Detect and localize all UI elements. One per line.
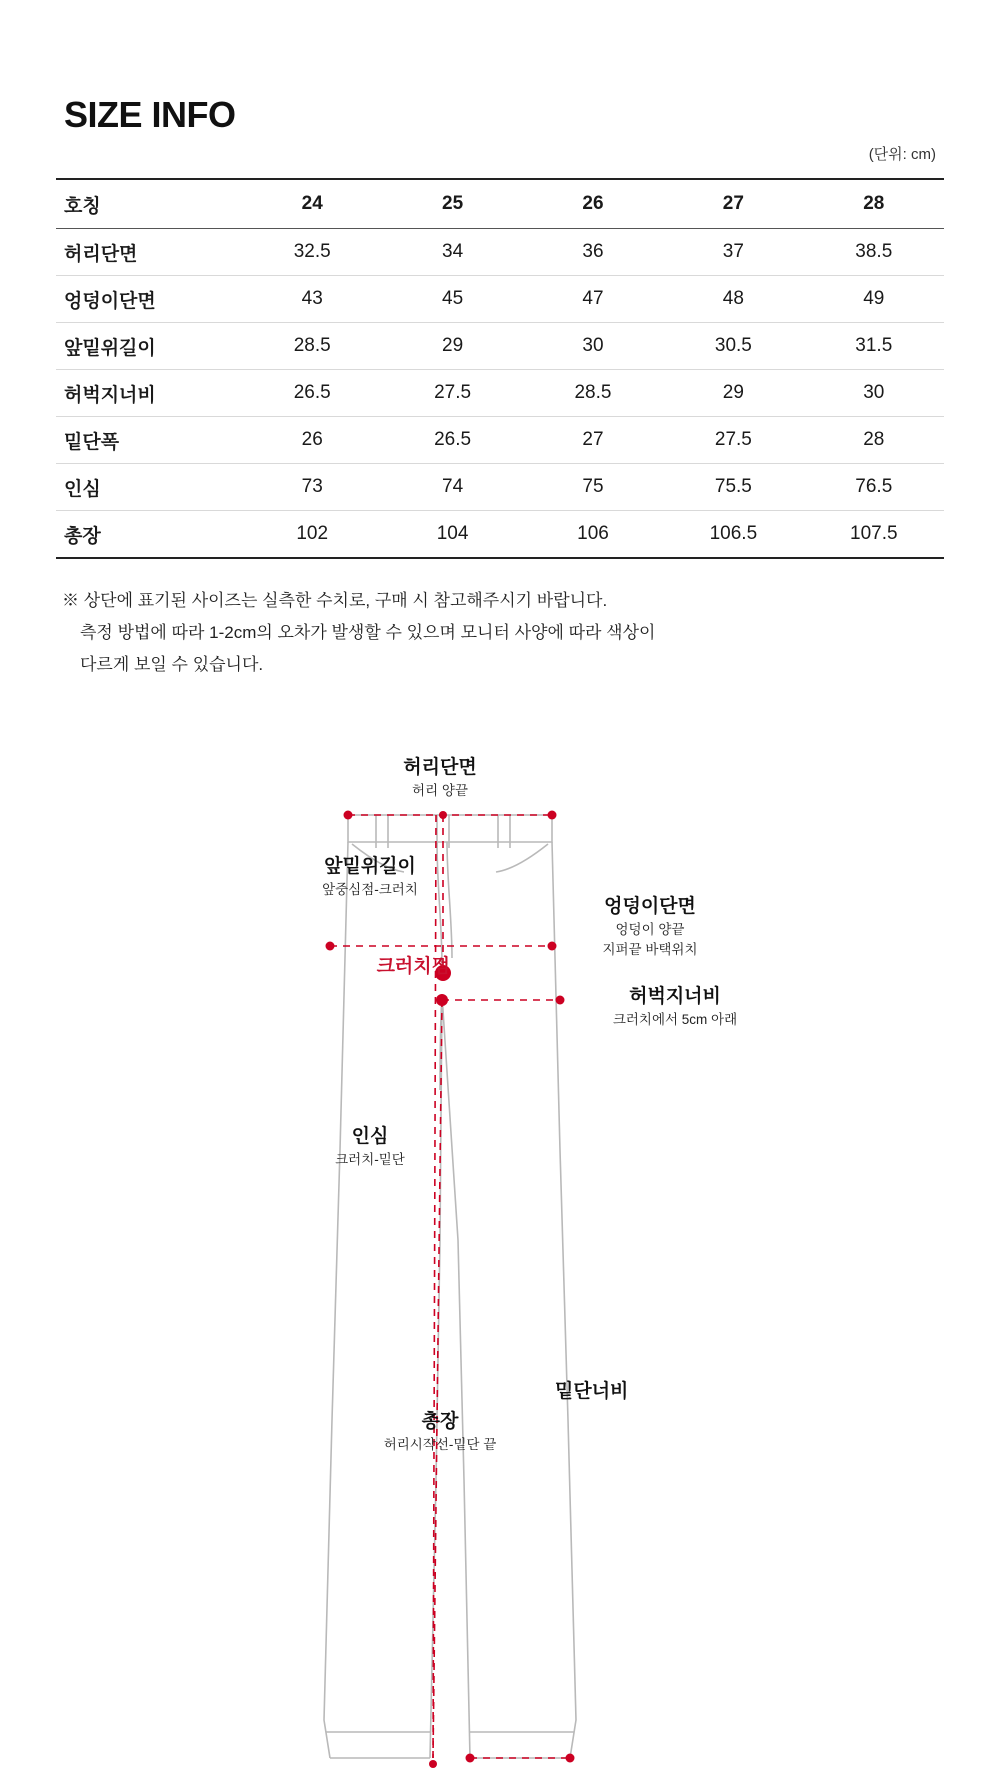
cell: 27.5 <box>663 417 803 464</box>
table-header <box>56 179 944 229</box>
note-line-1: ※ 상단에 표기된 사이즈는 실측한 수치로, 구매 시 참고해주시기 바랍니다. <box>62 591 608 610</box>
cell: 73 <box>242 464 382 511</box>
cell: 26.5 <box>382 417 522 464</box>
note-line-2: 측정 방법에 따라 1-2cm의 오차가 발생할 수 있으며 모니터 사양에 따라 색상이 <box>80 623 656 642</box>
thigh-point-marker <box>436 994 448 1006</box>
cell: 102 <box>242 511 382 559</box>
table-body <box>56 229 944 559</box>
label-hip-sub: 엉덩이 양끝 <box>615 921 685 937</box>
label-inseam-sub: 크러치-밑단 <box>335 1151 405 1167</box>
table-row <box>56 370 944 417</box>
cell: 30 <box>804 370 944 417</box>
column-header-26: 26 <box>523 179 663 229</box>
label-total-length-main: 총장 <box>421 1411 459 1432</box>
table-row <box>56 229 944 276</box>
cell: 106 <box>523 511 663 559</box>
cell: 75.5 <box>663 464 803 511</box>
label-front-rise <box>255 855 485 899</box>
row-label: 인심 <box>56 464 242 511</box>
table-row <box>56 323 944 370</box>
cell: 106.5 <box>663 511 803 559</box>
label-thigh-main: 허벅지너비 <box>629 986 721 1007</box>
column-header-24: 24 <box>242 179 382 229</box>
table-row <box>56 464 944 511</box>
label-hip <box>530 895 770 959</box>
cell: 37 <box>663 229 803 276</box>
label-thigh <box>535 985 815 1029</box>
cell: 27.5 <box>382 370 522 417</box>
measurement-diagram <box>0 720 1000 1789</box>
cell: 30 <box>523 323 663 370</box>
label-hem-width-main: 밑단너비 <box>555 1381 629 1402</box>
column-header-28: 28 <box>804 179 944 229</box>
label-total-length-sub: 허리시작선-밑단 끝 <box>383 1436 497 1452</box>
cell: 107.5 <box>804 511 944 559</box>
pants-illustration-svg <box>0 720 1000 1789</box>
cell: 28 <box>804 417 944 464</box>
cell: 29 <box>663 370 803 417</box>
note-line-3: 다르게 보일 수 있습니다. <box>80 655 264 674</box>
column-header-25: 25 <box>382 179 522 229</box>
row-label: 앞밑위길이 <box>56 323 242 370</box>
column-header-27: 27 <box>663 179 803 229</box>
cell: 28.5 <box>523 370 663 417</box>
cell: 38.5 <box>804 229 944 276</box>
cell: 28.5 <box>242 323 382 370</box>
cell: 75 <box>523 464 663 511</box>
notes-block <box>62 585 922 681</box>
cell: 36 <box>523 229 663 276</box>
label-hem-width <box>555 1380 775 1404</box>
row-label: 밑단폭 <box>56 417 242 464</box>
unit-note: (단위: cm) <box>868 146 936 163</box>
cell: 26 <box>242 417 382 464</box>
cell: 74 <box>382 464 522 511</box>
table-header-row <box>56 179 944 229</box>
label-thigh-sub: 크러치에서 5cm 아래 <box>612 1011 738 1027</box>
cell: 76.5 <box>804 464 944 511</box>
cell: 32.5 <box>242 229 382 276</box>
row-label: 허리단면 <box>56 229 242 276</box>
table-row <box>56 276 944 323</box>
label-inseam-main: 인심 <box>351 1126 389 1147</box>
table-row <box>56 511 944 559</box>
label-crotch-point-main: 크러치점 <box>376 956 450 977</box>
label-front-rise-sub: 앞중심점-크러치 <box>322 881 418 897</box>
label-waist-main: 허리단면 <box>403 757 477 778</box>
label-inseam <box>265 1125 475 1169</box>
label-hip-sub2: 지퍼끝 바택위치 <box>602 941 698 957</box>
column-header-label: 호칭 <box>56 179 242 229</box>
label-waist-sub: 허리 양끝 <box>412 782 468 798</box>
cell: 45 <box>382 276 522 323</box>
cell: 43 <box>242 276 382 323</box>
cell: 104 <box>382 511 522 559</box>
cell: 29 <box>382 323 522 370</box>
cell: 48 <box>663 276 803 323</box>
cell: 34 <box>382 229 522 276</box>
label-hip-main: 엉덩이단면 <box>604 896 696 917</box>
label-crotch-point <box>300 955 450 979</box>
cell: 49 <box>804 276 944 323</box>
cell: 47 <box>523 276 663 323</box>
page-title: SIZE INFO <box>64 94 236 135</box>
cell: 31.5 <box>804 323 944 370</box>
label-front-rise-main: 앞밑위길이 <box>324 856 416 877</box>
cell: 26.5 <box>242 370 382 417</box>
table-row <box>56 417 944 464</box>
label-waist <box>335 756 545 800</box>
cell: 27 <box>523 417 663 464</box>
row-label: 허벅지너비 <box>56 370 242 417</box>
row-label: 엉덩이단면 <box>56 276 242 323</box>
row-label: 총장 <box>56 511 242 559</box>
size-table <box>56 178 944 559</box>
cell: 30.5 <box>663 323 803 370</box>
label-total-length <box>335 1410 545 1454</box>
